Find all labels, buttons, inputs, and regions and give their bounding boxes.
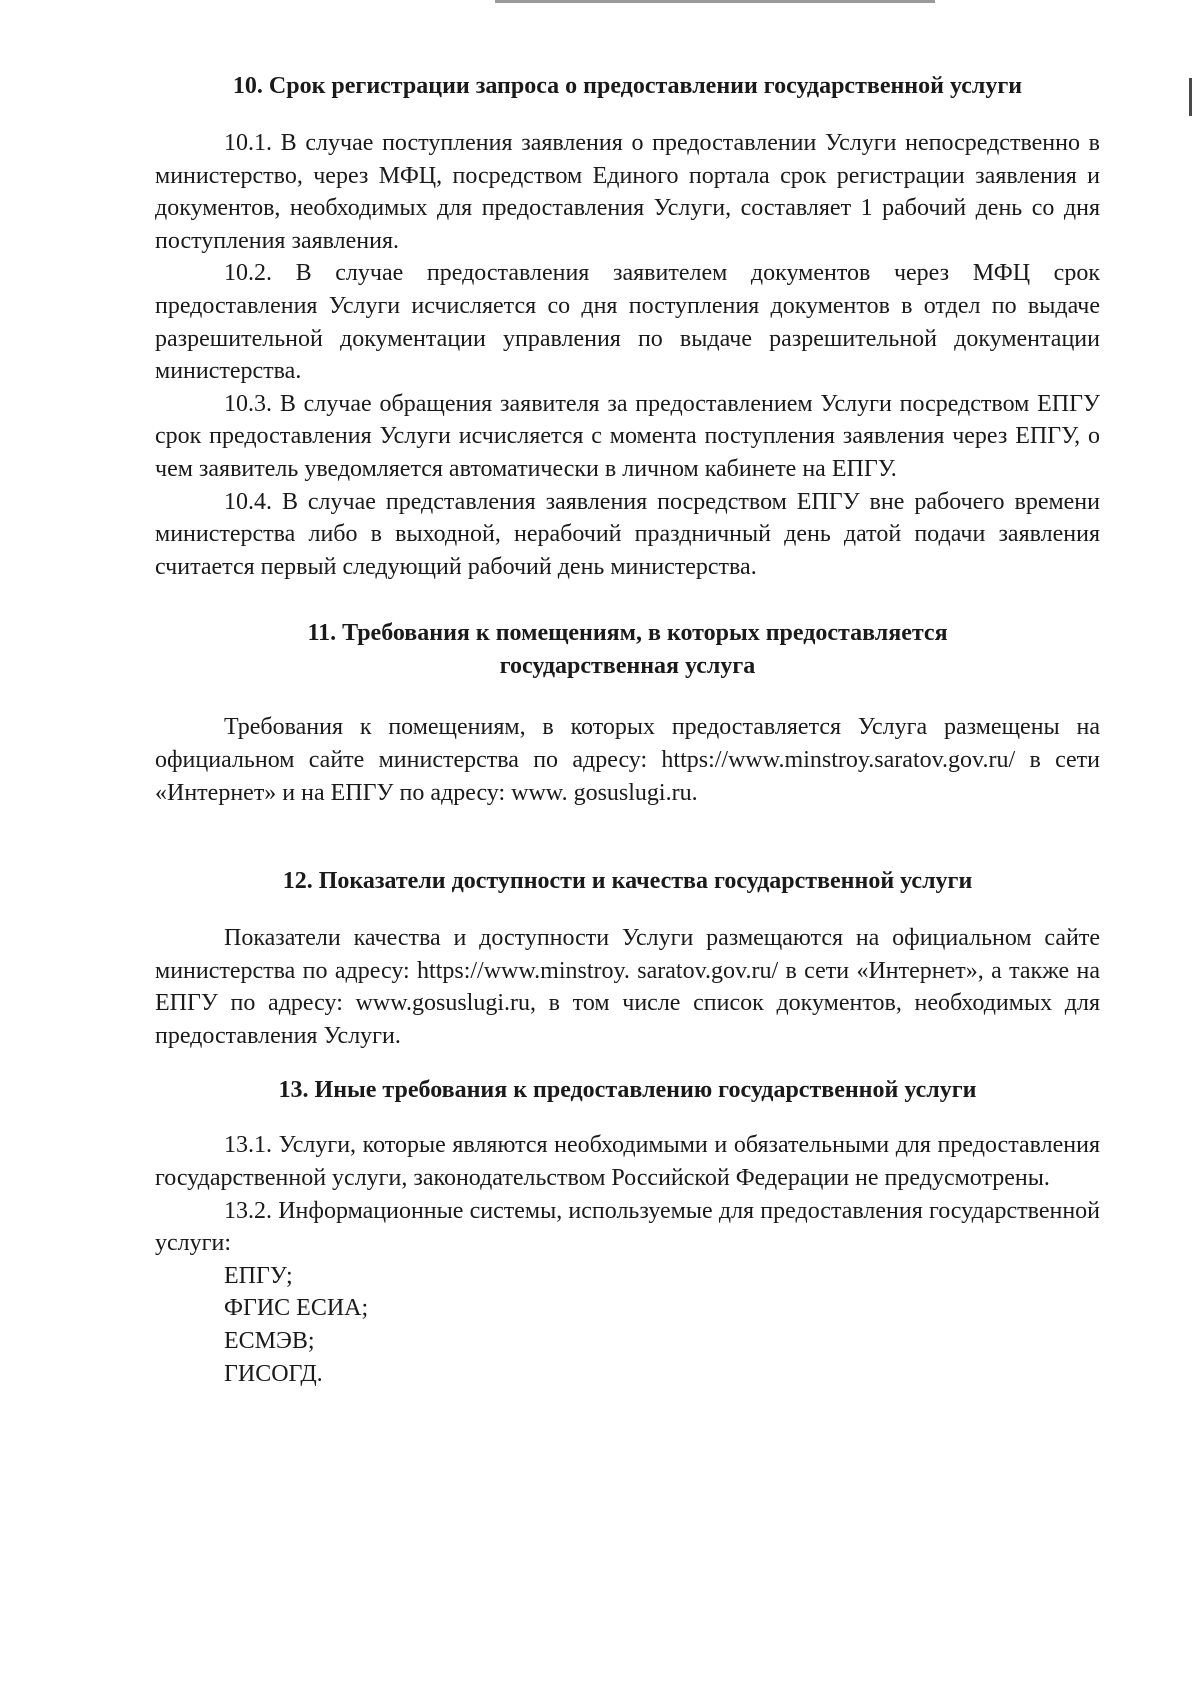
document-page [155,70,1100,1390]
system-list-item: ФГИС ЕСИА; [224,1295,369,1322]
section-13-title: 13. Иные требования к предоставлению государственной услуги [278,1077,977,1104]
section-12-title: 12. Показатели доступности и качества государственной услуги [282,868,973,895]
paragraph-12: Показатели качества и доступности Услуги размещаются на официальном сайте министерства по адресу: https://www.minstroy. saratov.gov.ru/ в сети «Интернет», а также на ЕПГУ по адресу: www.gosuslugi.ru, в том числе список документов, необходимых для предоставления Услуги. [155,925,1100,1049]
paragraph-10-2: 10.2. В случае предоставления заявителем документов через МФЦ срок предоставления Услуги исчисляется со дня поступления документов в отдел по выдаче разрешительной документации управления по выдаче разрешительной документации министерства. [155,260,1100,385]
paragraph-13-2: 13.2. Информационные системы, используемые для предоставления государственной услуги: [155,1197,1100,1257]
section-11-title [155,617,1100,683]
system-list-item: ЕПГУ; [224,1262,293,1289]
scan-edge-right [1189,78,1192,116]
section-10-title: 10. Срок регистрации запроса о предоставлении государственной услуги [232,73,1023,99]
paragraph-11: Требования к помещениям, в которых предоставляется Услуга размещены на официальном сайте министерства по адресу: https://www.minstroy.saratov.gov.ru/ в сети «Интернет» и на ЕПГУ по адресу: www. gosuslugi.ru. [155,714,1100,806]
paragraph-10-3: 10.3. В случае обращения заявителя за предоставлением Услуги посредством ЕПГУ срок предоставления Услуги исчисляется с момента поступления заявления через ЕПГУ, о чем заявитель уведомляется автоматически в личном кабинете на ЕПГУ. [155,390,1100,482]
paragraph-10-4: 10.4. В случае представления заявления посредством ЕПГУ вне рабочего времени министерства либо в выходной, нерабочий праздничный день датой подачи заявления считается первый следующий рабочий день министерства. [155,488,1100,580]
system-list-item: ГИСОГД. [224,1360,323,1387]
system-list-item: ЕСМЭВ; [224,1328,315,1355]
scan-edge-top [495,0,935,3]
paragraph-13-1: 13.1. Услуги, которые являются необходимыми и обязательными для предоставления государственной услуги, законодательством Российской Федерации не предусмотрены. [155,1132,1100,1192]
paragraph-10-1: 10.1. В случае поступления заявления о предоставлении Услуги непосредственно в министерство, через МФЦ, посредством Единого портала срок регистрации заявления и документов, необходимых для предоставления Услуги, составляет 1 рабочий день со дня поступления заявления. [155,130,1100,254]
section-11-title-line1: 11. Требования к помещениям, в которых предоставляется [307,620,948,647]
section-11-title-line2: государственная услуга [499,653,756,680]
